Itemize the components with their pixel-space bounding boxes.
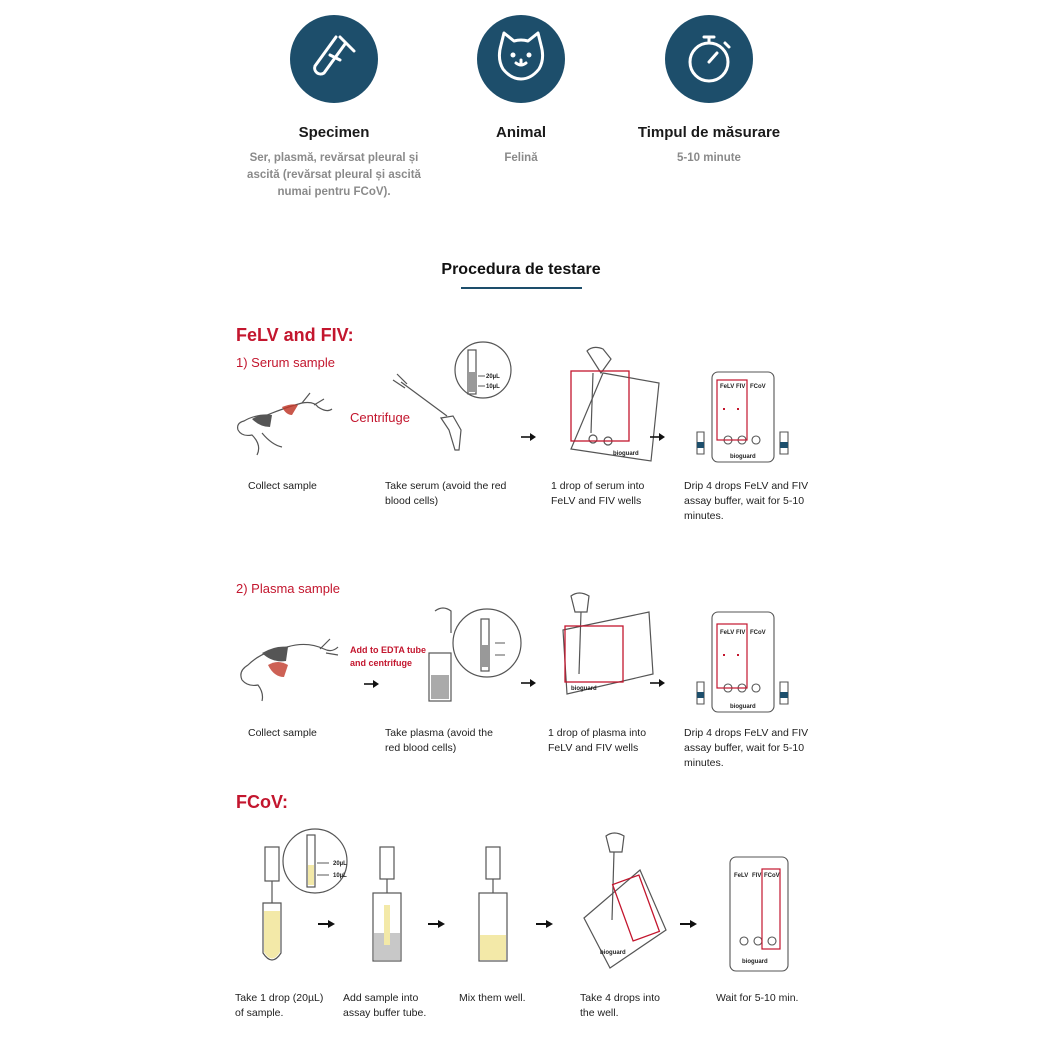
- cat-illustration: [232, 385, 342, 460]
- plasma-sample-heading: 2) Plasma sample: [236, 581, 341, 596]
- svg-text:FIV: FIV: [736, 630, 746, 636]
- svg-text:FCoV: FCoV: [750, 384, 766, 390]
- svg-text:FIV: FIV: [736, 384, 746, 390]
- arrow-right-icon: [680, 920, 698, 928]
- serum-step-1-caption: Collect sample: [248, 480, 317, 492]
- svg-text:bioguard: bioguard: [613, 451, 639, 457]
- arrow-right-icon: [650, 679, 666, 687]
- sample-tube-illustration: [255, 825, 353, 970]
- arrow-right-icon: [364, 680, 380, 688]
- svg-text:bioguard: bioguard: [730, 454, 756, 460]
- fcov-step-5-caption: Wait for 5-10 min.: [716, 992, 799, 1004]
- animal-desc: Felină: [504, 152, 538, 164]
- buffer-tube-illustration: [367, 845, 407, 965]
- test-tube-icon: [290, 15, 378, 103]
- cat-icon: [477, 15, 565, 103]
- serum-step-2-caption: Take serum (avoid the red blood cells): [385, 480, 507, 507]
- arrow-right-icon: [428, 920, 446, 928]
- svg-text:bioguard: bioguard: [730, 704, 756, 710]
- svg-text:10µL: 10µL: [333, 873, 347, 879]
- fcov-step-4-caption: Take 4 drops into the well.: [580, 992, 660, 1019]
- plasma-step-1-caption: Collect sample: [248, 727, 317, 739]
- serum-sample-heading: 1) Serum sample: [236, 355, 335, 370]
- felv-fiv-heading: FeLV and FIV:: [236, 325, 354, 345]
- plasma-step-3-caption: 1 drop of plasma into FeLV and FIV wells: [548, 727, 647, 754]
- arrow-right-icon: [318, 920, 336, 928]
- serum-step-4-caption: Drip 4 drops FeLV and FIV assay buffer, wait for 5-10 minutes.: [684, 480, 809, 522]
- procedure-title: Procedura de testare: [441, 261, 601, 278]
- fcov-step-3-caption: Mix them well.: [459, 992, 526, 1004]
- specimen-title: Specimen: [298, 124, 370, 141]
- svg-text:FeLV: FeLV: [720, 384, 735, 390]
- svg-text:20µL: 20µL: [486, 374, 500, 380]
- specimen-desc: Ser, plasmă, revărsat pleural și ascită (revărsat pleural și ascită numai pentru FCoV).: [247, 152, 421, 198]
- measure-time-desc: 5-10 minute: [677, 152, 741, 164]
- svg-text:FIV: FIV: [752, 873, 762, 879]
- svg-text:bioguard: bioguard: [600, 950, 626, 956]
- svg-text:FCoV: FCoV: [764, 873, 780, 879]
- fcov-heading: FCoV:: [236, 792, 288, 812]
- fcov-step-1-caption: Take 1 drop (20µL) of sample.: [235, 992, 324, 1019]
- test-device-drop-illustration: [557, 590, 657, 705]
- stopwatch-icon: [665, 15, 753, 103]
- svg-text:20µL: 20µL: [333, 861, 347, 867]
- svg-text:FeLV: FeLV: [734, 873, 749, 879]
- arrow-right-icon: [536, 920, 554, 928]
- test-device-drop-illustration: [580, 830, 670, 970]
- arrow-right-icon: [521, 433, 537, 441]
- edta-label: Add to EDTA tube and centrifuge: [350, 645, 426, 668]
- svg-text:bioguard: bioguard: [571, 686, 597, 692]
- arrow-right-icon: [650, 433, 666, 441]
- fcov-step-2-caption: Add sample into assay buffer tube.: [343, 992, 427, 1019]
- animal-title: Animal: [495, 124, 546, 141]
- plasma-step-4-caption: Drip 4 drops FeLV and FIV assay buffer, wait for 5-10 minutes.: [684, 727, 809, 769]
- measure-time-title: Timpul de măsurare: [637, 124, 781, 141]
- svg-text:10µL: 10µL: [486, 384, 500, 390]
- serum-pipette-illustration: [383, 340, 518, 465]
- mixed-tube-illustration: [473, 845, 513, 965]
- arrow-right-icon: [521, 679, 537, 687]
- svg-text:FeLV: FeLV: [720, 630, 735, 636]
- svg-text:FCoV: FCoV: [750, 630, 766, 636]
- centrifuge-label: Centrifuge: [350, 410, 410, 425]
- test-device-result-illustration: [728, 855, 790, 973]
- svg-text:bioguard: bioguard: [742, 959, 768, 965]
- test-device-result-illustration: [692, 370, 797, 468]
- test-device-result-illustration: [692, 610, 797, 720]
- cat-illustration: [232, 625, 344, 705]
- plasma-step-2-caption: Take plasma (avoid the red blood cells): [385, 727, 493, 754]
- serum-step-3-caption: 1 drop of serum into FeLV and FIV wells: [551, 480, 645, 507]
- title-underline: [461, 287, 582, 289]
- plasma-pipette-illustration: [425, 605, 525, 705]
- test-device-drop-illustration: [563, 343, 663, 468]
